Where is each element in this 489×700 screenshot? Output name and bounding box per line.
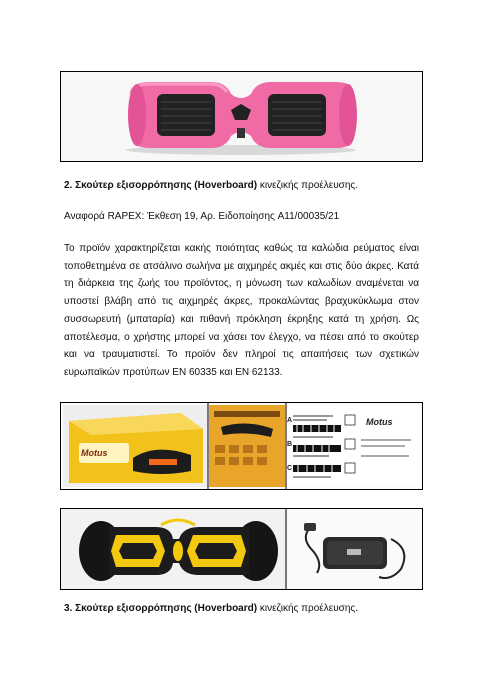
hoverboard-and-charger-image xyxy=(61,509,422,589)
box-and-labels-image xyxy=(61,403,422,489)
product-description: Το προϊόν χαρακτηρίζεται κακής ποιότητας καθώς τα καλώδια ρεύματος είναι τοποθετημένα σε ατσάλινο σωλήνα με αιχμηρές ακμές και στις δύο άκρες. Κατά τη διάρκεια της ζωής του προϊόντος, η μόνωση των καλωδίων αναμένεται να υποστεί βλάβη από τις αιχμηρές άκρες, προκαλώντας βραχυκύκλωμα στον συσσωρευτή (μπαταρία) και πιθανή πρόκληση έκρηξης κατά τη χρήση. Ως αποτέλεσμα, ο χρήστης μπορεί να χάσει τον έλεγχο, να πέσει από το σκούτερ και να τραυματιστεί. Το προϊόν δεν πληροί τις απαιτήσεις των σχετικών ευρωπαϊκών προτύπων EN 60335 και EN 62133. xyxy=(64,243,419,378)
pink-hoverboard-image xyxy=(61,72,422,161)
section-3-title-rest: κινεζικής προέλευσης. xyxy=(259,603,359,614)
section-3-title-bold: Σκούτερ εξισορρόπησης (Hoverboard) xyxy=(75,603,258,614)
label-c-marker: C xyxy=(287,465,293,472)
label-b-marker: B xyxy=(287,441,293,448)
photo-frame-pink-hoverboard xyxy=(60,71,423,162)
label-a-marker: A xyxy=(287,417,293,424)
section-2-number: 2. xyxy=(64,180,73,191)
section-3-heading xyxy=(64,603,358,614)
section-2-heading xyxy=(64,180,358,191)
brand-logo-box: Motus xyxy=(81,448,108,458)
section-2-title-rest: κινεζικής προέλευσης. xyxy=(259,180,359,191)
section-2-title-bold: Σκούτερ εξισορρόπησης (Hoverboard) xyxy=(75,180,258,191)
photo-frame-hoverboard-and-charger xyxy=(60,508,423,590)
section-3-number: 3. xyxy=(64,603,73,614)
brand-logo-label: Motus xyxy=(366,417,393,427)
rapex-reference: Αναφορά RAPEX: Έκθεση 19, Αρ. Ειδοποίησης A11/00035/21 xyxy=(64,211,340,222)
photo-frame-box-and-labels xyxy=(60,402,423,490)
